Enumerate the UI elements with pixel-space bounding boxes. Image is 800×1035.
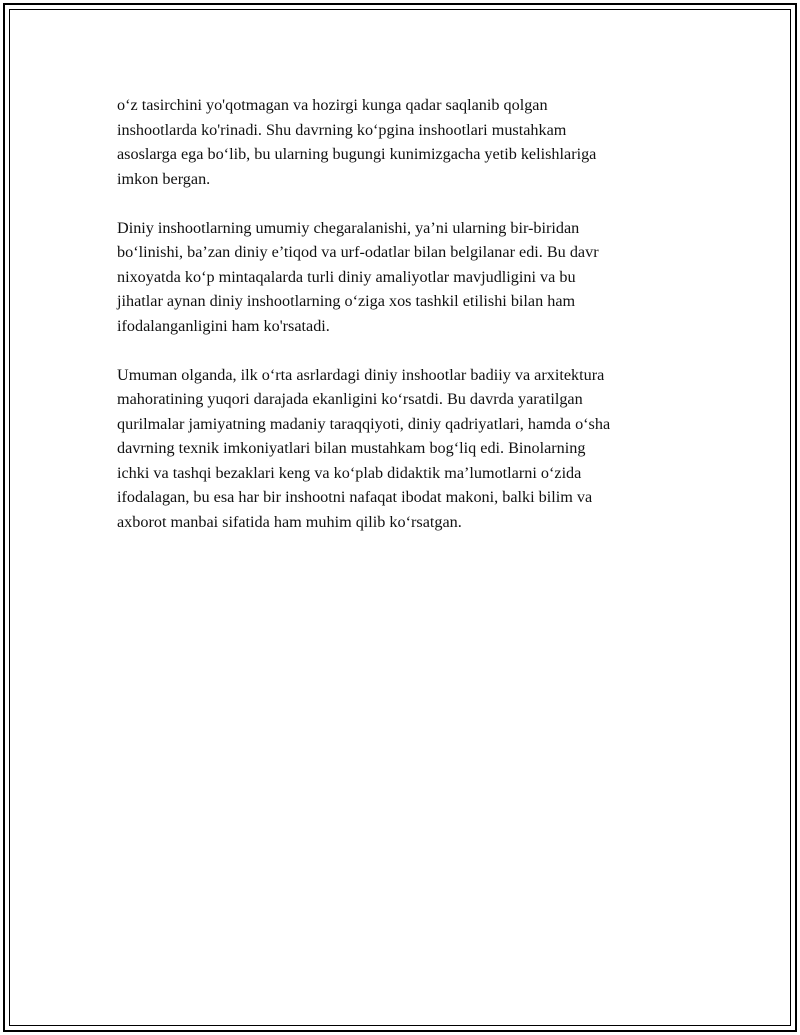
text-line: ifodalanganligini ham ko'rsatadi. [117, 316, 330, 335]
text-line: bo‘linishi, ba’zan diniy e’tiqod va urf-odatlar bilan belgilanar edi. Bu davr [117, 243, 599, 261]
text-line: mahoratining yuqori darajada ekanligini ko‘rsatdi. Bu davrda yaratilgan [117, 390, 583, 408]
text-line: asoslarga ega bo‘lib, bu ularning bugungi kunimizgacha yetib kelishlariga [117, 145, 597, 163]
text-line: Umuman olganda, ilk o‘rta asrlardagi diniy inshootlar badiiy va arxitektura [117, 365, 605, 384]
text-line: Diniy inshootlarning umumiy chegaralanishi, ya’ni ularning bir-biridan [117, 218, 580, 237]
text-line: davrning texnik imkoniyatlari bilan mustahkam bog‘liq edi. Binolarning [117, 439, 586, 457]
text-line: nixoyatda ko‘p mintaqalarda turli diniy amaliyotlar mavjudligini va bu [117, 267, 576, 286]
text-line: o‘z tasirchini yo'qotmagan va hozirgi kunga qadar saqlanib qolgan [117, 96, 548, 114]
text-line: inshootlarda ko'rinadi. Shu davrning ko‘pgina inshootlari mustahkam [117, 120, 567, 139]
text-line: jihatlar aynan diniy inshootlarning o‘ziga xos tashkil etilishi bilan ham [117, 292, 576, 310]
document-body [117, 93, 697, 559]
text-line: ichki va tashqi bezaklari keng va ko‘plab didaktik ma’lumotlarni o‘zida [117, 463, 582, 482]
paragraph-1 [117, 93, 697, 191]
text-line: imkon bergan. [117, 169, 211, 188]
text-line: ifodalagan, bu esa har bir inshootni nafaqat ibodat makoni, balki bilim va [117, 488, 593, 506]
paragraph-2 [117, 216, 697, 339]
text-line: axborot manbai sifatida ham muhim qilib ko‘rsatgan. [117, 512, 462, 531]
text-line: qurilmalar jamiyatning madaniy taraqqiyoti, diniy qadriyatlari, hamda o‘sha [117, 414, 611, 433]
paragraph-3 [117, 363, 697, 535]
